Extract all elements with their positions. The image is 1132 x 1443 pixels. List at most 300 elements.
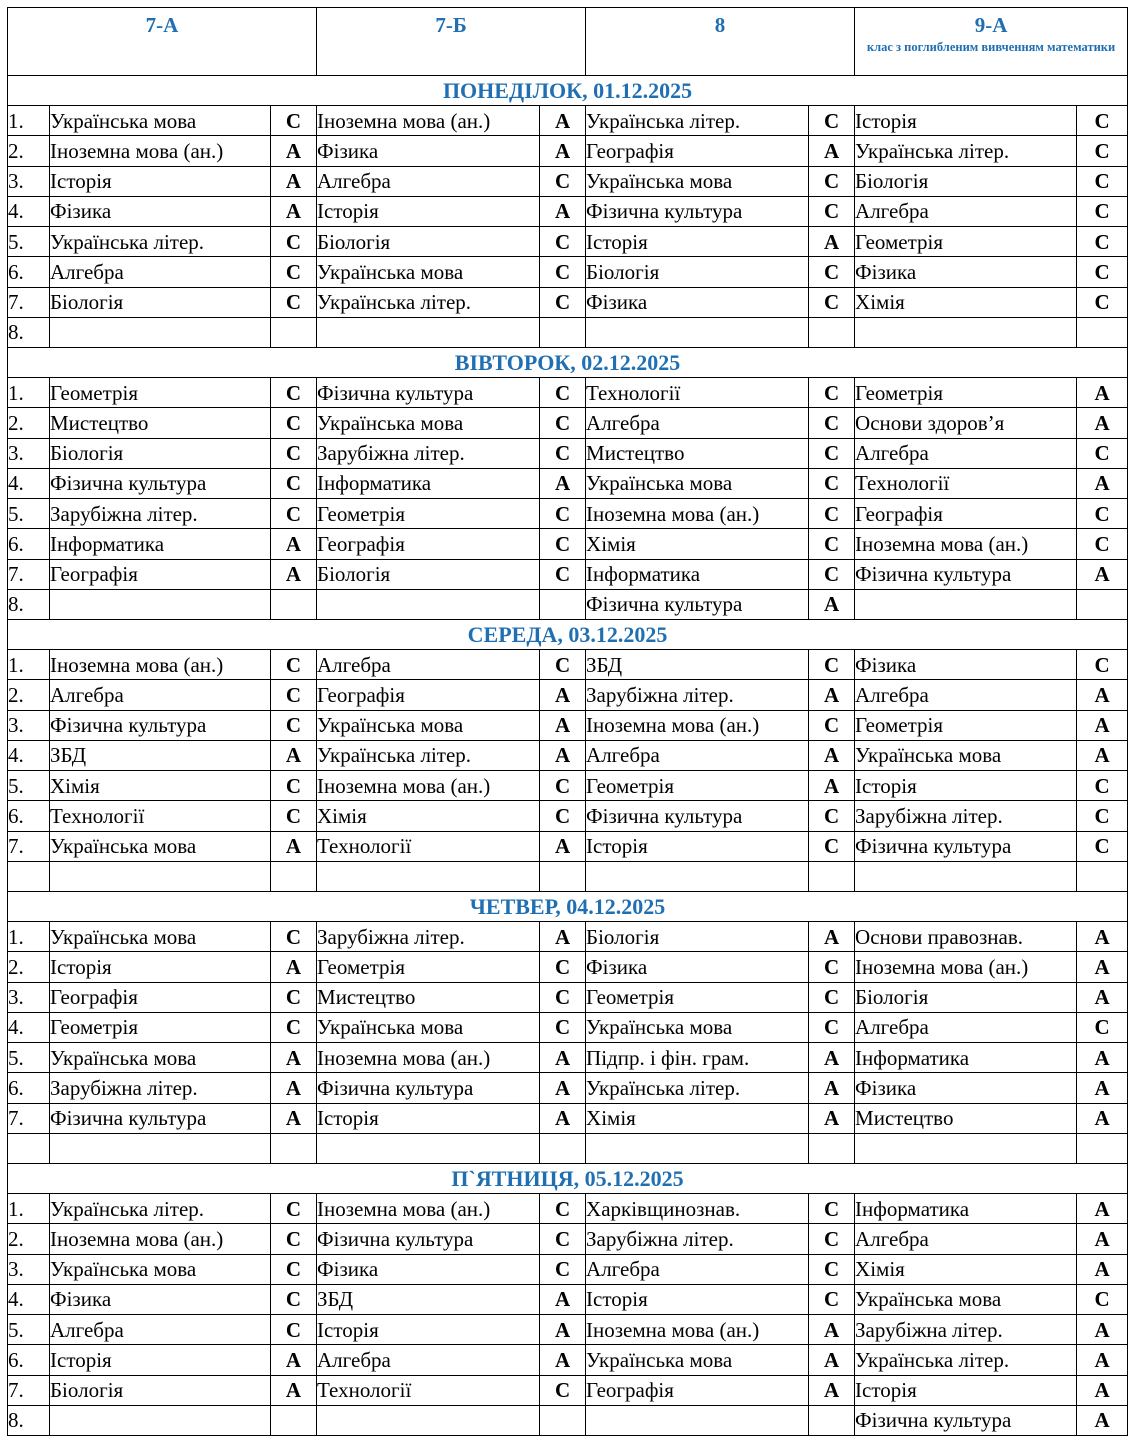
mode-cell: А	[540, 196, 586, 226]
lesson-number	[8, 861, 50, 891]
lesson-row	[8, 408, 1128, 438]
lesson-number: 1.	[8, 106, 50, 136]
class-header-row	[8, 8, 1128, 76]
mode-cell: С	[271, 499, 317, 529]
subject-cell: Географія	[855, 499, 1077, 529]
subject-cell: Біологія	[317, 227, 540, 257]
mode-cell: С	[540, 771, 586, 801]
mode-cell: С	[809, 710, 855, 740]
subject-cell: Геометрія	[586, 982, 809, 1012]
subject-cell: Хімія	[855, 287, 1077, 317]
subject-cell: Українська мова	[586, 468, 809, 498]
mode-cell: А	[809, 740, 855, 770]
mode-cell: А	[1077, 408, 1128, 438]
lesson-number: 3.	[8, 982, 50, 1012]
subject-cell: Фізична культура	[586, 801, 809, 831]
subject-cell: Алгебра	[855, 196, 1077, 226]
lesson-number: 7.	[8, 287, 50, 317]
lesson-row	[8, 1043, 1128, 1073]
mode-cell: С	[271, 378, 317, 408]
subject-cell: Українська літер.	[855, 1345, 1077, 1375]
lesson-number: 1.	[8, 1194, 50, 1224]
mode-cell: С	[540, 257, 586, 287]
subject-cell: Алгебра	[586, 408, 809, 438]
subject-cell: Підпр. і фін. грам.	[586, 1043, 809, 1073]
subject-cell: Хімія	[855, 1254, 1077, 1284]
subject-cell: Хімія	[317, 801, 540, 831]
subject-cell: Біологія	[586, 257, 809, 287]
mode-cell: А	[1077, 1345, 1128, 1375]
subject-cell: Фізика	[855, 650, 1077, 680]
subject-cell: Фізика	[317, 136, 540, 166]
mode-cell: А	[809, 1345, 855, 1375]
lesson-row	[8, 1375, 1128, 1405]
mode-cell: С	[540, 1012, 586, 1042]
mode-cell: А	[271, 740, 317, 770]
lesson-row	[8, 1345, 1128, 1375]
mode-cell	[271, 317, 317, 347]
subject-cell: Технології	[586, 378, 809, 408]
mode-cell: А	[271, 559, 317, 589]
mode-cell: А	[271, 529, 317, 559]
lesson-row	[8, 801, 1128, 831]
lesson-row	[8, 106, 1128, 136]
lesson-number: 5.	[8, 1043, 50, 1073]
mode-cell: С	[809, 468, 855, 498]
mode-cell: А	[271, 1345, 317, 1375]
lesson-number: 7.	[8, 1375, 50, 1405]
mode-cell: А	[809, 922, 855, 952]
mode-cell	[1077, 1133, 1128, 1163]
lesson-row	[8, 589, 1128, 619]
mode-cell: А	[540, 831, 586, 861]
subject-cell: Алгебра	[50, 1315, 271, 1345]
mode-cell: С	[540, 499, 586, 529]
subject-cell: Історія	[855, 1375, 1077, 1405]
subject-cell	[586, 861, 809, 891]
subject-cell: Українська літер.	[317, 287, 540, 317]
subject-cell: Фізична культура	[586, 196, 809, 226]
lesson-number: 1.	[8, 650, 50, 680]
subject-cell: Українська мова	[50, 106, 271, 136]
lesson-number: 6.	[8, 1345, 50, 1375]
mode-cell: С	[271, 106, 317, 136]
lesson-row	[8, 257, 1128, 287]
lesson-row	[8, 529, 1128, 559]
subject-cell: Біологія	[50, 287, 271, 317]
mode-cell: А	[809, 1073, 855, 1103]
mode-cell: С	[809, 438, 855, 468]
subject-cell: Біологія	[50, 1375, 271, 1405]
subject-cell: Українська мова	[586, 1345, 809, 1375]
mode-cell: А	[540, 1284, 586, 1314]
mode-cell: С	[809, 196, 855, 226]
lesson-number: 3.	[8, 710, 50, 740]
subject-cell: Зарубіжна літер.	[586, 1224, 809, 1254]
subject-cell: Зарубіжна літер.	[50, 499, 271, 529]
lesson-number: 4.	[8, 1284, 50, 1314]
mode-cell: С	[809, 952, 855, 982]
lesson-row	[8, 468, 1128, 498]
mode-cell: С	[271, 1254, 317, 1284]
mode-cell: С	[271, 650, 317, 680]
lesson-row	[8, 559, 1128, 589]
subject-cell: Алгебра	[317, 166, 540, 196]
subject-cell: Мистецтво	[317, 982, 540, 1012]
lesson-row	[8, 166, 1128, 196]
subject-cell: Фізична культура	[855, 1405, 1077, 1435]
lesson-number: 3.	[8, 438, 50, 468]
subject-cell: Основи здоров’я	[855, 408, 1077, 438]
subject-cell	[317, 317, 540, 347]
subject-cell: Іноземна мова (ан.)	[317, 1043, 540, 1073]
mode-cell: С	[540, 408, 586, 438]
subject-cell: Українська мова	[50, 922, 271, 952]
lesson-number: 2.	[8, 136, 50, 166]
mode-cell: А	[809, 1043, 855, 1073]
subject-cell: Фізична культура	[317, 1224, 540, 1254]
subject-cell: Інформатика	[855, 1194, 1077, 1224]
mode-cell: С	[809, 529, 855, 559]
lesson-number: 1.	[8, 378, 50, 408]
mode-cell: А	[540, 106, 586, 136]
lesson-row	[8, 1315, 1128, 1345]
subject-cell: Історія	[50, 952, 271, 982]
lesson-number: 2.	[8, 680, 50, 710]
subject-cell: Географія	[586, 1375, 809, 1405]
lesson-row	[8, 317, 1128, 347]
subject-cell: Українська мова	[586, 166, 809, 196]
subject-cell: Зарубіжна літер.	[586, 680, 809, 710]
mode-cell: А	[809, 589, 855, 619]
lesson-row	[8, 1012, 1128, 1042]
mode-cell: А	[540, 1073, 586, 1103]
lesson-number: 8.	[8, 589, 50, 619]
subject-cell: Інформатика	[586, 559, 809, 589]
mode-cell: С	[271, 801, 317, 831]
lesson-row	[8, 710, 1128, 740]
mode-cell: С	[1077, 771, 1128, 801]
mode-cell: С	[271, 1315, 317, 1345]
subject-cell: Геометрія	[855, 378, 1077, 408]
lesson-row	[8, 982, 1128, 1012]
lesson-row	[8, 136, 1128, 166]
schedule-page	[7, 7, 1128, 1436]
subject-cell: Українська мова	[50, 1254, 271, 1284]
lesson-number: 7.	[8, 1103, 50, 1133]
mode-cell: А	[540, 922, 586, 952]
mode-cell: А	[1077, 1254, 1128, 1284]
mode-cell: А	[271, 952, 317, 982]
day-header-row	[8, 348, 1128, 378]
subject-cell	[317, 1133, 540, 1163]
mode-cell: С	[809, 408, 855, 438]
mode-cell: С	[1077, 650, 1128, 680]
lesson-row	[8, 922, 1128, 952]
subject-cell	[50, 1133, 271, 1163]
mode-cell: А	[1077, 1375, 1128, 1405]
lesson-number: 3.	[8, 1254, 50, 1284]
subject-cell: Іноземна мова (ан.)	[317, 771, 540, 801]
subject-cell: Хімія	[586, 529, 809, 559]
mode-cell	[540, 317, 586, 347]
day-title: ПОНЕДІЛОК, 01.12.2025	[8, 76, 1128, 106]
subject-cell	[586, 1405, 809, 1435]
subject-cell: Фізика	[50, 196, 271, 226]
mode-cell: С	[1077, 438, 1128, 468]
mode-cell: С	[809, 378, 855, 408]
subject-cell: Біологія	[317, 559, 540, 589]
subject-cell: Українська літер.	[50, 227, 271, 257]
subject-cell	[586, 1133, 809, 1163]
lesson-number: 6.	[8, 1073, 50, 1103]
mode-cell: С	[540, 166, 586, 196]
subject-cell: Технології	[317, 1375, 540, 1405]
subject-cell: Зарубіжна літер.	[317, 438, 540, 468]
timetable-body	[8, 8, 1128, 1436]
mode-cell: А	[1077, 922, 1128, 952]
subject-cell: Алгебра	[317, 1345, 540, 1375]
lesson-row	[8, 378, 1128, 408]
lesson-number: 5.	[8, 771, 50, 801]
mode-cell: А	[1077, 680, 1128, 710]
mode-cell: С	[809, 499, 855, 529]
mode-cell	[809, 317, 855, 347]
lesson-number: 7.	[8, 559, 50, 589]
mode-cell: С	[809, 106, 855, 136]
mode-cell: С	[809, 1254, 855, 1284]
mode-cell: А	[809, 227, 855, 257]
mode-cell: С	[1077, 257, 1128, 287]
lesson-number: 3.	[8, 166, 50, 196]
lesson-row	[8, 1194, 1128, 1224]
mode-cell	[809, 1405, 855, 1435]
lesson-number: 8.	[8, 1405, 50, 1435]
mode-cell: А	[1077, 982, 1128, 1012]
mode-cell: С	[809, 257, 855, 287]
lesson-number: 8.	[8, 317, 50, 347]
mode-cell: С	[271, 1012, 317, 1042]
day-title: П`ЯТНИЦЯ, 05.12.2025	[8, 1164, 1128, 1194]
mode-cell: С	[540, 1224, 586, 1254]
subject-cell: Хімія	[586, 1103, 809, 1133]
subject-cell: Фізика	[586, 287, 809, 317]
subject-cell: Основи правознав.	[855, 922, 1077, 952]
lesson-row	[8, 650, 1128, 680]
mode-cell: С	[1077, 106, 1128, 136]
mode-cell: С	[1077, 227, 1128, 257]
subject-cell: Біологія	[855, 982, 1077, 1012]
mode-cell: С	[271, 982, 317, 1012]
subject-cell: Іноземна мова (ан.)	[855, 529, 1077, 559]
mode-cell: А	[1077, 468, 1128, 498]
mode-cell	[540, 1133, 586, 1163]
subject-cell: Українська літер.	[586, 106, 809, 136]
mode-cell: А	[271, 196, 317, 226]
mode-cell: С	[809, 1284, 855, 1314]
subject-cell	[317, 861, 540, 891]
mode-cell: С	[1077, 136, 1128, 166]
class-header-7b	[317, 8, 586, 76]
lesson-row	[8, 196, 1128, 226]
lesson-number: 6.	[8, 529, 50, 559]
subject-cell: Технології	[50, 801, 271, 831]
subject-cell: Українська мова	[855, 740, 1077, 770]
class-name: 7-А	[145, 13, 179, 37]
lesson-number: 5.	[8, 1315, 50, 1345]
mode-cell: А	[809, 1315, 855, 1345]
mode-cell: А	[540, 1345, 586, 1375]
subject-cell	[50, 317, 271, 347]
mode-cell: А	[271, 136, 317, 166]
lesson-row	[8, 227, 1128, 257]
lesson-row	[8, 831, 1128, 861]
subject-cell: Іноземна мова (ан.)	[50, 1224, 271, 1254]
mode-cell: С	[540, 378, 586, 408]
mode-cell: С	[809, 1012, 855, 1042]
mode-cell: А	[1077, 378, 1128, 408]
subject-cell: Зарубіжна літер.	[50, 1073, 271, 1103]
lesson-row	[8, 740, 1128, 770]
mode-cell	[1077, 861, 1128, 891]
lesson-row	[8, 1133, 1128, 1163]
mode-cell: С	[271, 680, 317, 710]
subject-cell: Іноземна мова (ан.)	[50, 136, 271, 166]
mode-cell: С	[809, 559, 855, 589]
subject-cell: Алгебра	[855, 1012, 1077, 1042]
subject-cell: Біологія	[586, 922, 809, 952]
subject-cell: Українська мова	[855, 1284, 1077, 1314]
lesson-row	[8, 680, 1128, 710]
mode-cell: С	[540, 952, 586, 982]
subject-cell: Фізична культура	[50, 468, 271, 498]
mode-cell: С	[1077, 196, 1128, 226]
subject-cell: ЗБД	[586, 650, 809, 680]
lesson-row	[8, 1284, 1128, 1314]
lesson-number: 6.	[8, 257, 50, 287]
subject-cell: Геометрія	[317, 952, 540, 982]
subject-cell	[317, 1405, 540, 1435]
subject-cell: Історія	[317, 1315, 540, 1345]
mode-cell	[1077, 317, 1128, 347]
subject-cell: Історія	[855, 106, 1077, 136]
timetable	[7, 7, 1128, 1436]
subject-cell	[50, 861, 271, 891]
subject-cell: Фізична культура	[317, 378, 540, 408]
mode-cell	[271, 1405, 317, 1435]
mode-cell: С	[540, 227, 586, 257]
mode-cell: А	[1077, 1194, 1128, 1224]
subject-cell: Алгебра	[855, 438, 1077, 468]
mode-cell: С	[540, 559, 586, 589]
lesson-number: 1.	[8, 922, 50, 952]
mode-cell: С	[809, 287, 855, 317]
subject-cell: Географія	[50, 982, 271, 1012]
day-title: ЧЕТВЕР, 04.12.2025	[8, 892, 1128, 922]
lesson-number: 4.	[8, 1012, 50, 1042]
subject-cell: Історія	[586, 227, 809, 257]
subject-cell: Фізична культура	[50, 710, 271, 740]
subject-cell: Хімія	[50, 771, 271, 801]
mode-cell: С	[1077, 287, 1128, 317]
subject-cell: Фізична культура	[855, 831, 1077, 861]
subject-cell	[50, 1405, 271, 1435]
subject-cell: Українська мова	[50, 1043, 271, 1073]
mode-cell: А	[540, 680, 586, 710]
subject-cell: Іноземна мова (ан.)	[586, 499, 809, 529]
mode-cell: С	[271, 771, 317, 801]
lesson-row	[8, 861, 1128, 891]
mode-cell: А	[271, 1043, 317, 1073]
day-title: СЕРЕДА, 03.12.2025	[8, 620, 1128, 650]
subject-cell: Зарубіжна літер.	[855, 801, 1077, 831]
mode-cell: С	[1077, 801, 1128, 831]
mode-cell: С	[809, 650, 855, 680]
lesson-row	[8, 499, 1128, 529]
subject-cell: Зарубіжна літер.	[855, 1315, 1077, 1345]
subject-cell: Технології	[855, 468, 1077, 498]
subject-cell: Алгебра	[586, 740, 809, 770]
mode-cell: С	[271, 710, 317, 740]
mode-cell: С	[271, 257, 317, 287]
subject-cell: Біологія	[50, 438, 271, 468]
class-subtitle: клас з поглибленим вивченням математики	[866, 40, 1116, 54]
mode-cell: А	[1077, 952, 1128, 982]
mode-cell: А	[1077, 1043, 1128, 1073]
mode-cell: А	[271, 166, 317, 196]
subject-cell: Мистецтво	[586, 438, 809, 468]
mode-cell	[271, 861, 317, 891]
mode-cell: С	[540, 287, 586, 317]
subject-cell: Іноземна мова (ан.)	[586, 710, 809, 740]
mode-cell	[540, 589, 586, 619]
subject-cell: Історія	[50, 1345, 271, 1375]
mode-cell: С	[271, 922, 317, 952]
mode-cell: С	[271, 468, 317, 498]
mode-cell: А	[809, 136, 855, 166]
subject-cell: ЗБД	[317, 1284, 540, 1314]
subject-cell: Фізика	[50, 1284, 271, 1314]
subject-cell: Фізична культура	[50, 1103, 271, 1133]
mode-cell	[540, 1405, 586, 1435]
subject-cell: Історія	[50, 166, 271, 196]
mode-cell	[1077, 589, 1128, 619]
subject-cell: Українська літер.	[855, 136, 1077, 166]
subject-cell: Історія	[317, 1103, 540, 1133]
subject-cell	[855, 317, 1077, 347]
mode-cell: С	[809, 1224, 855, 1254]
subject-cell: Українська літер.	[586, 1073, 809, 1103]
lesson-row	[8, 1103, 1128, 1133]
class-header-9a	[855, 8, 1128, 76]
subject-cell: Фізика	[317, 1254, 540, 1284]
mode-cell: А	[1077, 1405, 1128, 1435]
mode-cell: С	[1077, 831, 1128, 861]
subject-cell	[50, 589, 271, 619]
lesson-number: 2.	[8, 408, 50, 438]
subject-cell: Географія	[317, 680, 540, 710]
subject-cell: Іноземна мова (ан.)	[586, 1315, 809, 1345]
mode-cell: А	[271, 1375, 317, 1405]
lesson-number	[8, 1133, 50, 1163]
lesson-row	[8, 1224, 1128, 1254]
mode-cell: А	[540, 1043, 586, 1073]
lesson-row	[8, 952, 1128, 982]
subject-cell: ЗБД	[50, 740, 271, 770]
mode-cell: А	[809, 771, 855, 801]
subject-cell: Іноземна мова (ан.)	[317, 1194, 540, 1224]
mode-cell: С	[540, 801, 586, 831]
